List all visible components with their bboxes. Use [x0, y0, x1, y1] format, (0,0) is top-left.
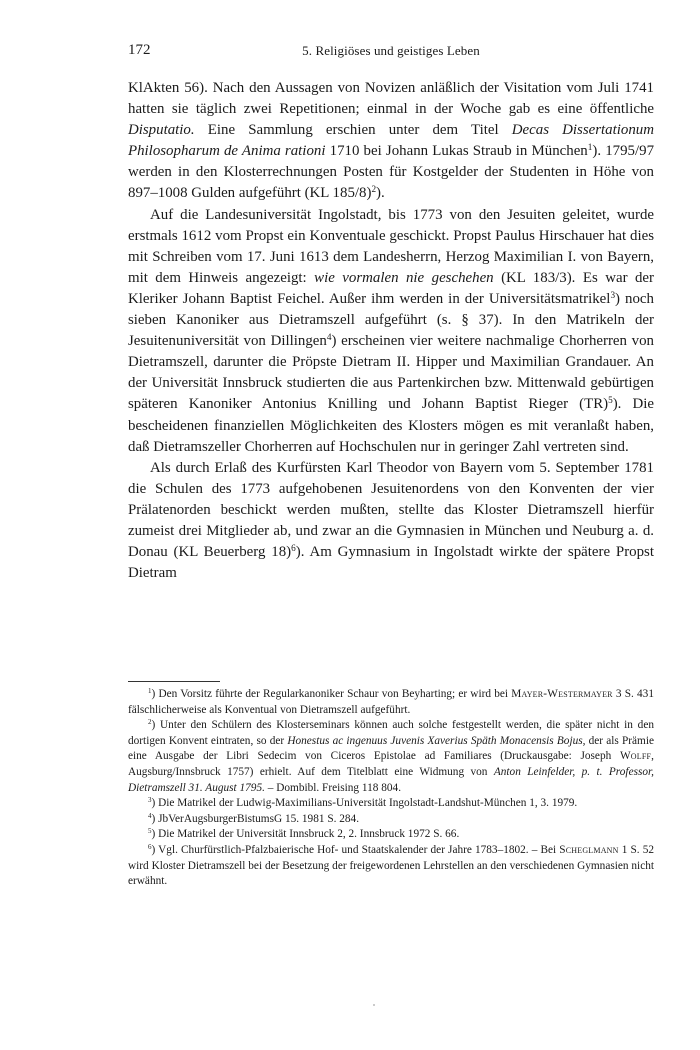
- footnote-ref: 2: [371, 184, 377, 195]
- footnote-6: [128, 843, 654, 890]
- text-run: ) JbVerAugsburgerBistumsG 15. 1981 S. 284.: [151, 812, 360, 825]
- text-run: Eine Sammlung erschien unter dem Titel: [194, 122, 512, 139]
- text-run: ) erscheinen vier weitere nachmalige Chorherren von Dietramszell, darunter die Pröpste Dietram II. Hipper und Maximilian Grandauer. An der Universität Innsbruck studierten die aus Partenkirchen bzw. Mittenwald gebürtigen späteren Kanoniker Antonius Knilling und Johann Baptist Rieger (TR): [128, 333, 655, 413]
- italic-text: Honestus ac ingenuus Juvenis Xaverius Späth Monacensis Bojus,: [287, 734, 586, 747]
- text-run: ). 1795/97 werden in den Klosterrechnungen Posten für Kostgelder der Studenten in Höhe von 897–1008 Gulden aufgeführt (KL 185/8): [128, 143, 655, 202]
- text-run: Auf die Landesuniversität Ingolstadt, bis 1773 von den Jesuiten geleitet, wurde erstmals 1612 vom Propst ein Konventuale geschickt. Propst Paulus Hirschauer hat dies mit Schreiben vom 17. Juni 1613 dem Landesherrn, Herzog Maximilian I. von Bayern, mit dem Hinweis angezeigt:: [128, 206, 654, 286]
- footnote-1: [128, 687, 654, 718]
- author-name: Scheglmann: [559, 843, 619, 856]
- footnote-4: [128, 812, 654, 828]
- text-run: 1710 bei Johann Lukas Straub in München: [325, 143, 588, 160]
- text-run: der als Prämie eine Ausgabe der Libri Sedecim von Ciceros Epistolae ad Familiares (Druckausgabe: Joseph: [128, 734, 654, 763]
- running-head: 5. Religiöses und geistiges Leben: [302, 43, 480, 58]
- footnote-ref: 6: [291, 542, 296, 553]
- footnote-3: [128, 796, 654, 812]
- text-run: ) Vgl. Churfürstlich-Pfalzbaierische Hof- und Staatskalender der Jahre 1783–1802. – Bei: [151, 843, 560, 856]
- footnote-number: 5: [148, 827, 152, 836]
- italic-text: Anton Leinfelder, p. t. Professor, Dietramszell 31. August 1795.: [128, 765, 654, 794]
- scan-speck: [373, 1004, 375, 1006]
- footnote-ref: 1: [587, 142, 593, 153]
- footnote-number: 4: [148, 811, 152, 820]
- text-run: ) noch sieben Kanoniker aus Dietramszell aufgeführt (s. § 37). In den Matrikeln der Jesuitenuniversität von Dillingen: [128, 290, 654, 350]
- footnote-ref: 4: [326, 332, 332, 343]
- italic-text: wie vormalen nie geschehen: [314, 269, 494, 286]
- text-run: ) Die Matrikel der Universität Innsbruck 2, 2. Innsbruck 1972 S. 66.: [151, 828, 460, 841]
- text-run: 3 S. 431 fälschlicherweise als Konventual von Dietramszell aufgeführt.: [128, 688, 654, 716]
- footnote-5: [128, 827, 654, 843]
- author-name: Wolff: [619, 750, 652, 763]
- footnote-ref: 5: [608, 395, 613, 406]
- footnote-2: [128, 718, 654, 796]
- footnote-number: 2: [148, 718, 152, 727]
- text-run: Als durch Erlaß des Kurfürsten Karl Theodor von Bayern vom 5. September 1781 die Schulen des 1773 aufgehobenen Jesuitenordens von den Konventen der vier Prälatenorden beschickt werden mußten, stellte das Kloster Dietramszell hierfür zumeist drei Mitglieder ab, und zwar an die Gymnasien in München und Neuburg a. d. Donau (KL Beuerberg 18): [128, 459, 654, 561]
- paragraph-3: [128, 458, 654, 585]
- text-run: ).: [376, 185, 385, 202]
- footnote-number: 6: [148, 843, 152, 852]
- text-run: – Dombibl. Freising 118 804.: [264, 781, 402, 794]
- footnote-number: 1: [148, 687, 152, 696]
- text-run: ) Die Matrikel der Ludwig-Maximilians-Universität Ingolstadt-Landshut-München 1, 3. 1979.: [151, 797, 578, 810]
- footnote-rule: [128, 681, 220, 682]
- footnote-number: 3: [148, 796, 152, 805]
- text-run: ) Unter den Schülern des Klosterseminars können auch solche festgestellt werden, die später nicht in den dortigen Konvent eintraten, so der: [128, 719, 654, 747]
- text-run: ). Die bescheidenen finanziellen Möglichkeiten des Klosters mögen es mit veranlaßt haben, daß Dietramszeller Chorherren auf Hochschulen nur in geringer Zahl vertreten sind.: [128, 396, 654, 455]
- italic-text: Decas Dissertationum Philosopharum de Anima rationi: [128, 122, 654, 160]
- text-run: (KL 183/3). Es war der Kleriker Johann Baptist Feichel. Außer ihm werden in der Universitätsmatrikel: [128, 269, 654, 307]
- paragraph-1: [128, 78, 654, 205]
- italic-text: Disputatio.: [128, 122, 195, 139]
- footnote-ref: 3: [610, 289, 616, 300]
- text-run: ) Den Vorsitz führte der Regularkanoniker Schaur von Beyharting; er wird bei: [151, 688, 512, 700]
- text-run: KlAkten 56). Nach den Aussagen von Novizen anläßlich der Visitation vom Juli 1741 hatten sie täglich zwei Repetitionen; einmal in der Woche gab es eine öffentliche: [128, 80, 654, 118]
- main-text: [128, 78, 654, 584]
- page-header: [128, 42, 654, 62]
- page-number: 172: [128, 42, 151, 58]
- author-name: Mayer-Westermayer: [511, 688, 613, 700]
- text-run: ). Am Gymnasium in Ingolstadt wirkte der spätere Propst Dietram: [128, 544, 654, 582]
- footnotes: [128, 687, 654, 890]
- text-run: , Augsburg/Innsbruck 1757) erhielt. Auf dem Titelblatt eine Widmung von: [128, 750, 654, 778]
- paragraph-2: [128, 205, 654, 458]
- text-run: 1 S. 52 wird Kloster Dietramszell bei der Besetzung der freigewordenen Lehrstellen an den verschiedenen Gymnasien nicht erwähnt.: [128, 843, 654, 888]
